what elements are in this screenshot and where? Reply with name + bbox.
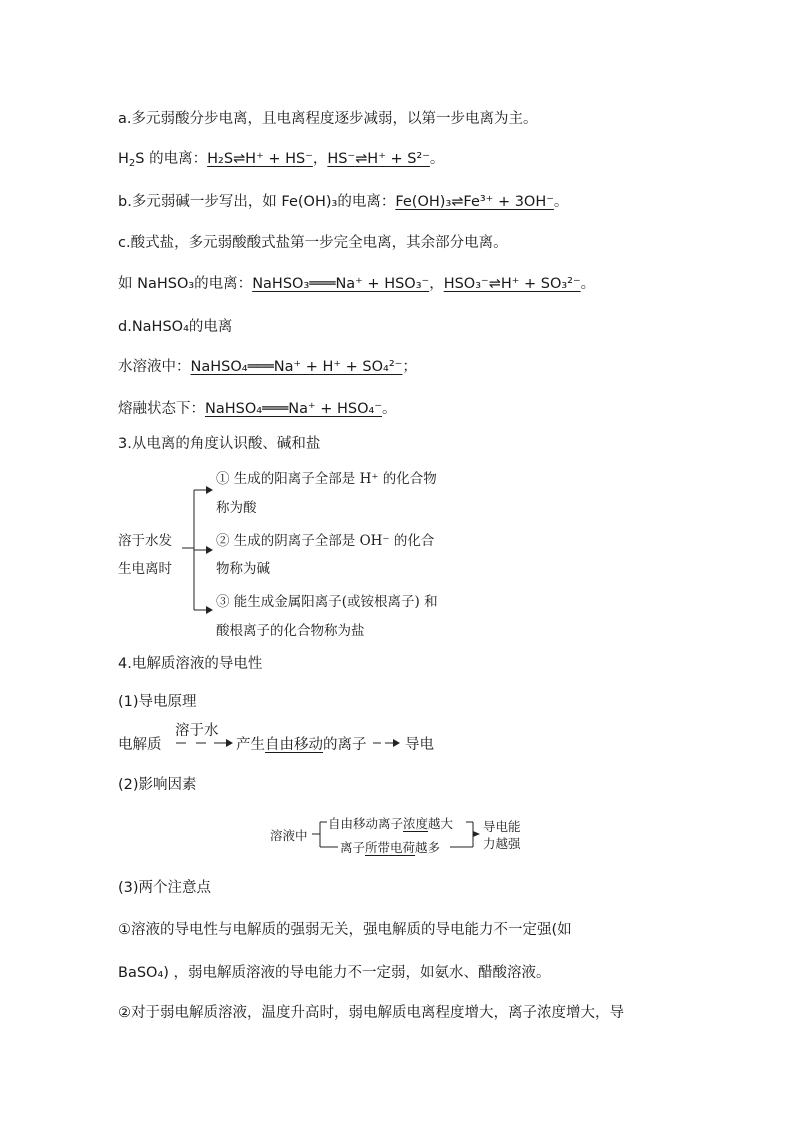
base-definition-1: ② 生成的阴离子全部是 OH⁻ 的化合 bbox=[216, 533, 435, 549]
point-a: a.多元弱酸分步电离，且电离程度逐步减弱，以第一步电离为主。 bbox=[118, 111, 538, 127]
sub-3-heading: (3)两个注意点 bbox=[118, 880, 212, 896]
point-d: d.NaHSO₄的电离 bbox=[118, 319, 233, 335]
factors-left: 溶液中 bbox=[270, 828, 308, 843]
nahso3-equation-2: HSO₃⁻⇌H⁺ + SO₃²⁻ bbox=[443, 276, 581, 292]
molten-line: 熔融状态下：NaHSO₄═══Na⁺ + HSO₄⁻。 bbox=[118, 401, 397, 417]
section-4-heading: 4.电解质溶液的导电性 bbox=[118, 656, 263, 672]
aqueous-line: 水溶液中：NaHSO₄═══Na⁺ + H⁺ + SO₄²⁻； bbox=[118, 359, 417, 375]
principle-start: 电解质 bbox=[118, 737, 162, 753]
sub-1-heading: (1)导电原理 bbox=[118, 694, 197, 710]
nahso4-aqueous-equation: NaHSO₄═══Na⁺ + H⁺ + SO₄²⁻ bbox=[190, 359, 403, 375]
principle-middle: 产生自由移动的离子 bbox=[236, 737, 367, 753]
feoh3-equation: Fe(OH)₃⇌Fe³⁺ + 3OH⁻ bbox=[395, 194, 554, 210]
note-2-line-1: ②对于弱电解质溶液，温度升高时，弱电解质电离程度增大，离子浓度增大，导 bbox=[118, 1005, 624, 1021]
acid-definition-1: ① 生成的阳离子全部是 H⁺ 的化合物 bbox=[216, 471, 437, 487]
principle-over-arrow: 溶于水 bbox=[175, 723, 219, 739]
diagram3-left-2: 生电离时 bbox=[118, 561, 172, 577]
base-definition-2: 物称为碱 bbox=[216, 561, 270, 577]
salt-definition-1: ③ 能生成金属阳离子(或铵根离子) 和 bbox=[216, 594, 438, 610]
h2s-equation-1: H₂S⇌H⁺ + HS⁻ bbox=[207, 151, 313, 167]
nahso3-equation-1: NaHSO₃═══Na⁺ + HSO₃⁻ bbox=[252, 276, 430, 292]
nahso3-ionization-line: 如 NaHSO₃的电离：NaHSO₃═══Na⁺ + HSO₃⁻，HSO₃⁻⇌H⁺ + SO₃²⁻。 bbox=[118, 276, 596, 292]
h2s-equation-2: HS⁻⇌H⁺ + S²⁻ bbox=[327, 151, 430, 167]
note-1-line-1: ①溶液的导电性与电解质的强弱无关，强电解质的导电能力不一定强(如 bbox=[118, 922, 572, 938]
section-3-heading: 3.从电离的角度认识酸、碱和盐 bbox=[118, 436, 321, 452]
point-b: b.多元弱碱一步写出，如 Fe(OH)₃的电离：Fe(OH)₃⇌Fe³⁺ + 3OH⁻。 bbox=[118, 194, 569, 210]
factors-right-1: 导电能 bbox=[483, 819, 521, 834]
factors-bottom: 离子所带电荷越多 bbox=[340, 840, 441, 855]
diagram3-left-1: 溶于水发 bbox=[118, 533, 172, 549]
factors-right-2: 力越强 bbox=[483, 836, 521, 851]
factors-top: 自由移动离子浓度越大 bbox=[328, 816, 454, 831]
h2s-ionization-line: $H_2S$ 的电离：H₂S⇌H⁺ + HS⁻，HS⁻⇌H⁺ + S²⁻。 bbox=[118, 151, 445, 169]
principle-end: 导电 bbox=[405, 737, 434, 753]
salt-definition-2: 酸根离子的化合物称为盐 bbox=[216, 623, 365, 639]
point-c: c.酸式盐，多元弱酸酸式盐第一步完全电离，其余部分电离。 bbox=[118, 235, 508, 251]
sub-2-heading: (2)影响因素 bbox=[118, 777, 197, 793]
acid-definition-2: 称为酸 bbox=[216, 500, 257, 516]
note-1-line-2: BaSO₄) ，弱电解质溶液的导电能力不一定弱，如氨水、醋酸溶液。 bbox=[118, 965, 551, 981]
nahso4-molten-equation: NaHSO₄═══Na⁺ + HSO₄⁻ bbox=[205, 401, 382, 417]
